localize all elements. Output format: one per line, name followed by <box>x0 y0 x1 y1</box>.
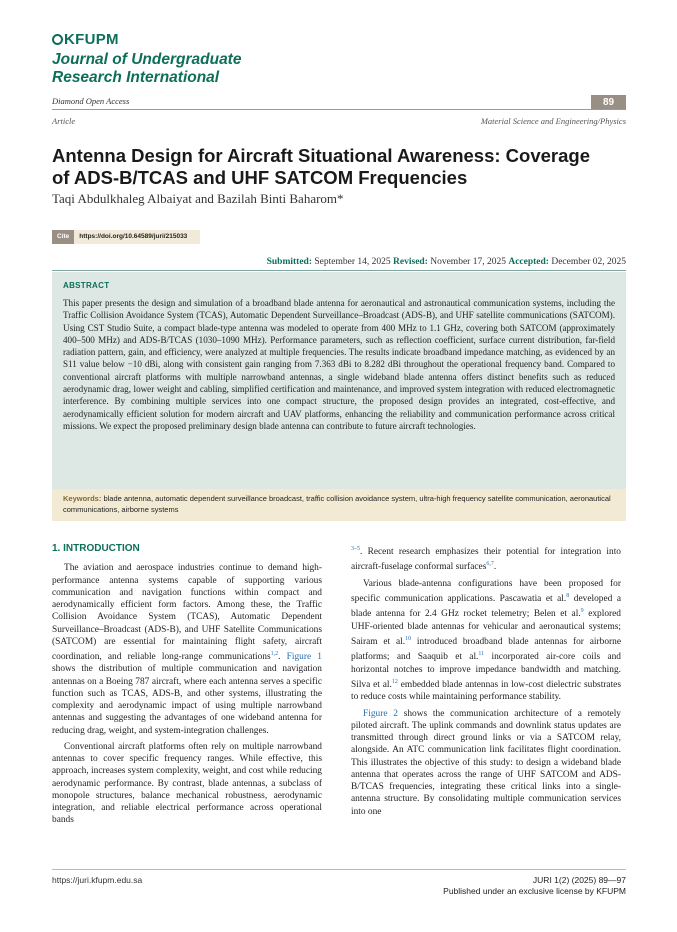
kfupm-logo-icon <box>52 34 63 45</box>
abstract-box <box>52 272 626 489</box>
citation-ref[interactable]: 3–5 <box>351 546 360 552</box>
citation-ref[interactable]: 6,7 <box>486 561 494 568</box>
publication-dates <box>267 257 626 267</box>
journal-name[interactable] <box>52 51 241 87</box>
citation-ref[interactable]: 8 <box>566 593 570 599</box>
paragraph-1-text: The aviation and aerospace industries continue to demand high-performance antenna systems capable of supporting various communication and navigation functions within compact and aerodynamically efficient form factors. Among these, the Traffic Collision Avoidance System (TCAS), Automatic Dependent Surveillance–Broadcast (ADS-B), and UHF Satellite Communications (SATCOM) are essential for maintaining flight safety, aircraft coordination, and reliable long-range communications <box>52 563 322 663</box>
paragraph-4 <box>351 708 621 818</box>
footer-journal-ref: JURI 1(2) (2025) 89—97 <box>532 875 626 885</box>
footer-divider <box>52 869 626 870</box>
dates-divider <box>52 270 626 271</box>
subject-field: Material Science and Engineering/Physics <box>480 116 626 126</box>
paragraph-4-text: shows the communication architecture of a remotely piloted aircraft. The uplink commands and downlink status updates are transmitted through direct ground links or via a SATCOM relay, alongside. An ATC communication link facilitates flight coordination. This illustrates the objective of this study: to design a wideband blade antenna that operates across the range of UHF SATCOM and ADS-B/TCAS frequencies, integrating these critical links into a single-antenna structure. By consolidating multiple communication services into one <box>351 708 621 817</box>
cite-box[interactable] <box>52 230 200 244</box>
paragraph-1: The aviation and aerospace industries continue to demand high-performance antenna systems capable of supporting various communication and navigation functions within compact and aerodynamically efficient form factors. Among these, the Traffic Collision Avoidance System (TCAS), Automatic Dependent Surveillance–Broadcast (ADS-B), and UHF Satellite Communications (SATCOM) are essential for maintaining flight safety, aircraft coordination, and reliable long-range communications$^{1,2}$. Figure 1 shows the distribution of multiple communication and navigation antennas on a Boeing 787 aircraft, where each antenna serves a specific function such as TCAS, ADS-B, and other systems, illustrating the complexity and aerodynamic impact of using multiple narrowband antennas and suggesting the advantages of one wideband antenna for reducing drag, weight, and system-integration challenges. <box>52 563 322 736</box>
footer-license: Published under an exclusive license by KFUPM <box>443 886 626 896</box>
accepted-date: December 02, 2025 <box>551 257 626 267</box>
journal-url-link[interactable]: https://juri.kfupm.edu.sa <box>52 875 143 885</box>
abstract-heading: ABSTRACT <box>63 281 110 290</box>
citation-ref[interactable]: 9 <box>580 608 584 615</box>
revised-label: Revised: <box>393 257 428 267</box>
section-heading-introduction: 1. INTRODUCTION <box>52 543 140 554</box>
keywords-box <box>52 489 626 521</box>
paragraph-2-continued: $^{3-5}$. Recent research emphasizes their potential for integration into aircraft-fuselage conformal surfaces$^{6,7}$. <box>351 546 621 573</box>
header-divider <box>52 109 626 110</box>
citation-ref[interactable]: 10 <box>405 636 412 642</box>
citation-ref[interactable]: 1,2 <box>270 651 279 657</box>
paragraph-2-text: Conventional aircraft platforms often rely on multiple narrowband antennas to cover specific frequency ranges. While effective, this approach, increases system complexity, weight, and cost while reducing aerodynamic performance. By contrast, blade antennas, a subclass of monopole structures, balance mechanical robustness, aerodynamic integration, and reliable electrical performance across operational bands <box>52 741 322 826</box>
citation-ref[interactable]: 11 <box>478 651 485 658</box>
paragraph-3 <box>351 578 621 704</box>
accepted-label: Accepted: <box>508 257 549 267</box>
open-access-label: Diamond Open Access <box>52 96 130 106</box>
figure-1-link[interactable]: Figure 1 <box>286 652 322 663</box>
citation-ref[interactable]: 12 <box>391 679 398 685</box>
paragraph-1-text-cont: shows the distribution of multiple communication and navigation antennas on a Boeing 787 aircraft, where each antenna serves a specific function such as TCAS, ADS-B, and other systems, illustrating the complexity and aerodynamic impact of using multiple narrowband antennas and suggesting the advantages of one wideband antenna for reducing drag, weight, and system-integration challenges. <box>52 664 322 736</box>
body-column-right <box>351 543 621 818</box>
keywords-label: Keywords: <box>63 494 102 503</box>
author-list[interactable]: Taqi Abdulkhaleg Albaiyat and Bazilah Binti Baharom* <box>52 191 344 206</box>
article-type: Article <box>52 116 76 126</box>
abstract-text: This paper presents the design and simulation of a broadband blade antenna for aeronautical and astronautical communication systems, including the Traffic Collision Avoidance System (TCAS), Automatic Dependent Surveillance–Broadcast (ADS-B), and UHF satellite communications (SATCOM). Using CST Studio Suite, a compact blade-type antenna was modeled to operate from 400 MHz to 1.1 GHz, covering both SATCOM (approximately 400–500 MHz) and ADS-B/TCAS (1030–1090 MHz). Performance parameters, such as reflection coefficient, surface current distribution, far-field radiation pattern, gain, and efficiency, were analyzed at multiple frequencies. The results indicate broadband impedance matching, as evidenced by an S11 value below −10 dBi, along with consistent gain ranging from 7.363 dBi to 8.282 dBi throughout the operational frequency band. Compared to conventional aircraft platforms with multiple narrowband antennas, a single wideband blade antenna offers distinct benefits such as reduced aerodynamic drag, lower weight and cabling, simplified certification and maintenance, and improved system integration with reduced electromagnetic interference. By combining multiple services into one compact structure, the proposed design provides an integrated, cost-effective, and aerodynamically efficient solution for modern aircraft and UAV platforms, enhancing the reliability and communication performance across critical missions. We expect the proposed preliminary design blade antenna can contribute to future aircraft technologies. <box>63 298 615 431</box>
journal-name-line1: Journal of Undergraduate <box>52 51 242 68</box>
paper-title: Antenna Design for Aircraft Situational Awareness: Coverage of ADS-B/TCAS and UHF SATCOM Frequencies <box>52 145 590 188</box>
body-column-left <box>52 543 322 827</box>
paragraph-3-text: incorporated air-core coils and horizontal notches to improve impedance bandwidth and matching. Silva et al. <box>351 652 621 691</box>
paragraph-2-text-cont: . Recent research emphasizes their potential for integration into aircraft-fuselage conformal surfaces <box>351 547 621 573</box>
paragraph-2 <box>52 741 322 827</box>
journal-name-line2: Research International <box>52 69 220 86</box>
paragraph-3-text: Various blade-antenna configurations have been proposed for specific communication applications. Pascawatia et al. <box>351 578 621 605</box>
paragraph-3-text: introduced broadband blade antennas for airborne platforms; and Saaquib et al. <box>351 637 621 663</box>
doi-link[interactable]: https://doi.org/10.64589/juri/215033 <box>79 233 188 240</box>
logo-text: KFUPM <box>64 31 119 48</box>
kfupm-logo[interactable] <box>52 31 119 48</box>
revised-date: November 17, 2025 <box>430 257 506 267</box>
footer-citation <box>443 875 626 897</box>
figure-2-link[interactable]: Figure 2 <box>363 708 398 719</box>
paragraph-3-text: explored UHF-oriented blade antennas for vehicular and aeronautical systems; Sairam et al. <box>351 609 621 648</box>
paragraph-3-text: embedded blade antennas in low-cost dielectric substrates to reduce costs while maintaining performance stability. <box>351 680 621 703</box>
submitted-label: Submitted: <box>266 257 313 267</box>
page-number-badge: 89 <box>591 95 626 110</box>
keywords-text: blade antenna, automatic dependent surveillance broadcast, traffic collision avoidance system, ultra-high frequency satellite communication, aeronautical communications, airborne systems <box>63 494 611 514</box>
paragraph-3-text: developed a blade antenna for 2.4 GHz rocket telemetry; Belen et al. <box>351 594 622 620</box>
submitted-date: September 14, 2025 <box>314 257 391 267</box>
cite-label: Cite <box>52 230 74 244</box>
